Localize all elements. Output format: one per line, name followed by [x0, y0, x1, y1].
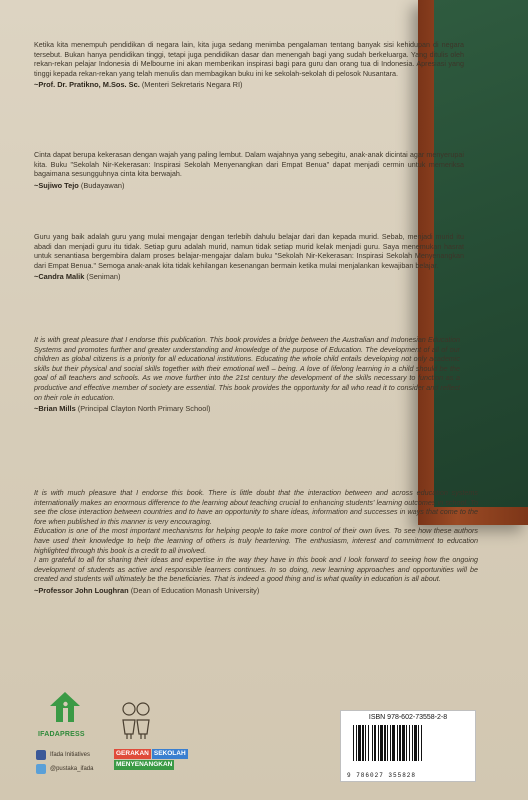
facebook-row	[36, 750, 93, 760]
barcode-bar	[412, 725, 413, 761]
instagram-handle: @pustaka_ifada	[50, 766, 94, 772]
endorsement-signature	[34, 181, 464, 191]
facebook-handle: Ifada Initiatives	[50, 752, 91, 758]
barcode-bar	[380, 725, 383, 761]
barcode-bar	[406, 725, 407, 761]
isbn-label: ISBN 978-602-73558-2-8	[368, 714, 448, 721]
barcode-bar	[418, 725, 419, 761]
barcode-bar	[402, 725, 405, 761]
barcode-bar	[392, 725, 395, 761]
endorser-name: ~Brian Mills	[34, 404, 76, 414]
endorsement-sujiwo-tejo	[34, 150, 464, 190]
instagram-row	[36, 764, 93, 774]
barcode-bar	[365, 725, 366, 761]
endorsement-brian-mills	[34, 335, 460, 414]
publisher-social	[36, 750, 93, 778]
endorser-name: ~Sujiwo Tejo	[34, 180, 79, 190]
series-wordmark	[114, 749, 204, 770]
barcode-bar	[409, 725, 410, 761]
barcode-icon	[351, 725, 465, 769]
endorser-role: (Seniman)	[86, 272, 121, 282]
endorsement-text: It is with much pleasure that I endorse this book. There is little doubt that the interaction between and across education systems internationally makes an enormous difference to the learning about teaching crucial to enhancing students' learning outcomes in school. To see the close interaction between countries and to have an opportunity to share ideas, information and successes in ways that come to the fore when published in this manner is very encouraging.	[34, 488, 478, 526]
endorsement-text: Guru yang baik adalah guru yang mulai mengajar dengan terlebih dahulu belajar dari dan kepada murid. Sebab, menjadi murid itu abadi dan menjadi guru itu tidak. Setiap guru adalah murid, namun tidak setiap murid kelak menjadi guru. Saya menemukan hasrat untuk senantiasa bergembira dalam proses belajar-mengajar dalam buku "Sekolah Nir-Kekerasan: Inspirasi Sekolah Menyenangkan dari Empat Benua." Semoga anak-anak kita tidak kehilangan kesenangan bermain ketika mulai menjalankan kewajiban belajar.	[34, 232, 464, 270]
endorser-name: ~Prof. Dr. Pratikno, M.Sos. Sc.	[34, 80, 140, 90]
endorsement-text: Cinta dapat berupa kekerasan dengan wajah yang paling lembut. Dalam wajahnya yang sebegitu, anak-anak dicintai agar menyerupai kita. Buku "Sekolah Nir-Kekerasan: Inspirasi Sekolah Menyenangkan dari Empat Benua" dapat menjadi cermin untuk memeriksa bagaimana sesungguhnya cinta kita berwajah.	[34, 150, 464, 179]
endorser-role: (Principal Clayton North Primary School)	[77, 404, 211, 414]
endorser-role: (Menteri Sekretaris Negara RI)	[141, 80, 243, 90]
isbn-digits: 9 786027 355828	[347, 772, 417, 779]
barcode-bar	[390, 725, 391, 761]
endorsement-text: I am grateful to all for sharing their ideas and expertise in the way they have in this book and I look forward to seeing how the ongoing development of students as active and responsible learners continues. In so doing, new learning approaches and opportunities will be created and students will ultimately be the beneficiaries. That is indeed a good thing and is what quality in education is all about.	[34, 555, 478, 584]
endorsement-signature	[34, 80, 464, 90]
barcode-bar	[372, 725, 373, 761]
facebook-icon	[36, 750, 46, 760]
isbn-barcode-box	[340, 710, 476, 782]
barcode-bar	[358, 725, 361, 761]
endorser-name: ~Candra Malik	[34, 272, 85, 282]
barcode-bar	[378, 725, 379, 761]
barcode-bar	[362, 725, 364, 761]
barcode-bar	[368, 725, 369, 761]
series-word: SEKOLAH	[153, 750, 186, 757]
series-logo	[114, 700, 210, 770]
barcode-bar	[414, 725, 417, 761]
endorsement-signature	[34, 586, 478, 596]
barcode-bar	[421, 725, 422, 761]
barcode-bar	[399, 725, 401, 761]
endorsement-candra-malik	[34, 232, 464, 282]
barcode-bar	[356, 725, 357, 761]
endorsement-text: Ketika kita menempuh pendidikan di negara lain, kita juga sedang menimba pengalaman tentang banyak sisi kehidupan di negara tersebut. Bukan hanya pendidikan tinggi, tetapi juga pendidikan dasar dan menengah bagi yang sudah berkeluarga. Yang ditulis oleh rekan-rekan pelajar Indonesia di Melbourne ini akan memberikan inspirasi bagi para guru dan orang tua di Indonesia. Apresiasi yang tinggi kepada rekan-rekan yang telah menulis dan membagikan buku ini ke sekolah-sekolah di pelosok Nusantara.	[34, 40, 464, 78]
endorsement-signature	[34, 272, 464, 282]
series-word: GERAKAN	[116, 750, 149, 757]
instagram-icon	[36, 764, 46, 774]
children-drawing-icon	[118, 700, 154, 740]
barcode-bar	[397, 725, 398, 761]
series-word: MENYENANGKAN	[116, 761, 173, 768]
barcode-bar	[384, 725, 386, 761]
endorsement-john-loughran	[34, 488, 478, 596]
endorser-role: (Dean of Education Monash University)	[130, 585, 260, 595]
publisher-logo	[38, 690, 98, 738]
endorsement-text: It is with great pleasure that I endorse this publication. This book provides a bridge between the Australian and Indonesian Education Systems and promotes further and greater understanding and knowledge of the purpose of Education. The development of all of our children as global citizens is a priority for all educational institutions. Educating the whole child entails developing not only academic skills but their physical and social skills together with their emotional well – being. A love of lifelong learning in a child should be the goal of all teachers and schools. As we move further into the 21st century the development of the skills necessary to function as a productive and effective member of society are essential. This book provides the opportunity for all who read it to consider and reflect on their role in education.	[34, 335, 460, 402]
endorser-name: ~Professor John Loughran	[34, 585, 129, 595]
barcode-bar	[353, 725, 354, 761]
publisher-brand: IFADAPRESS	[38, 731, 85, 738]
barcode-bar	[387, 725, 388, 761]
endorsement-pratikno	[34, 40, 464, 90]
endorsement-text: Education is one of the most important mechanisms for helping people to take more control of their own lives. To see how these authors have used their knowledge to help the learning of others is truly heartening. The enthusiasm, interest and commitment to education highlighted through this book is a credit to all involved.	[34, 526, 478, 555]
endorsement-signature	[34, 404, 460, 414]
endorser-role: (Budayawan)	[80, 180, 125, 190]
house-logo-icon	[48, 690, 82, 724]
barcode-bar	[374, 725, 376, 761]
